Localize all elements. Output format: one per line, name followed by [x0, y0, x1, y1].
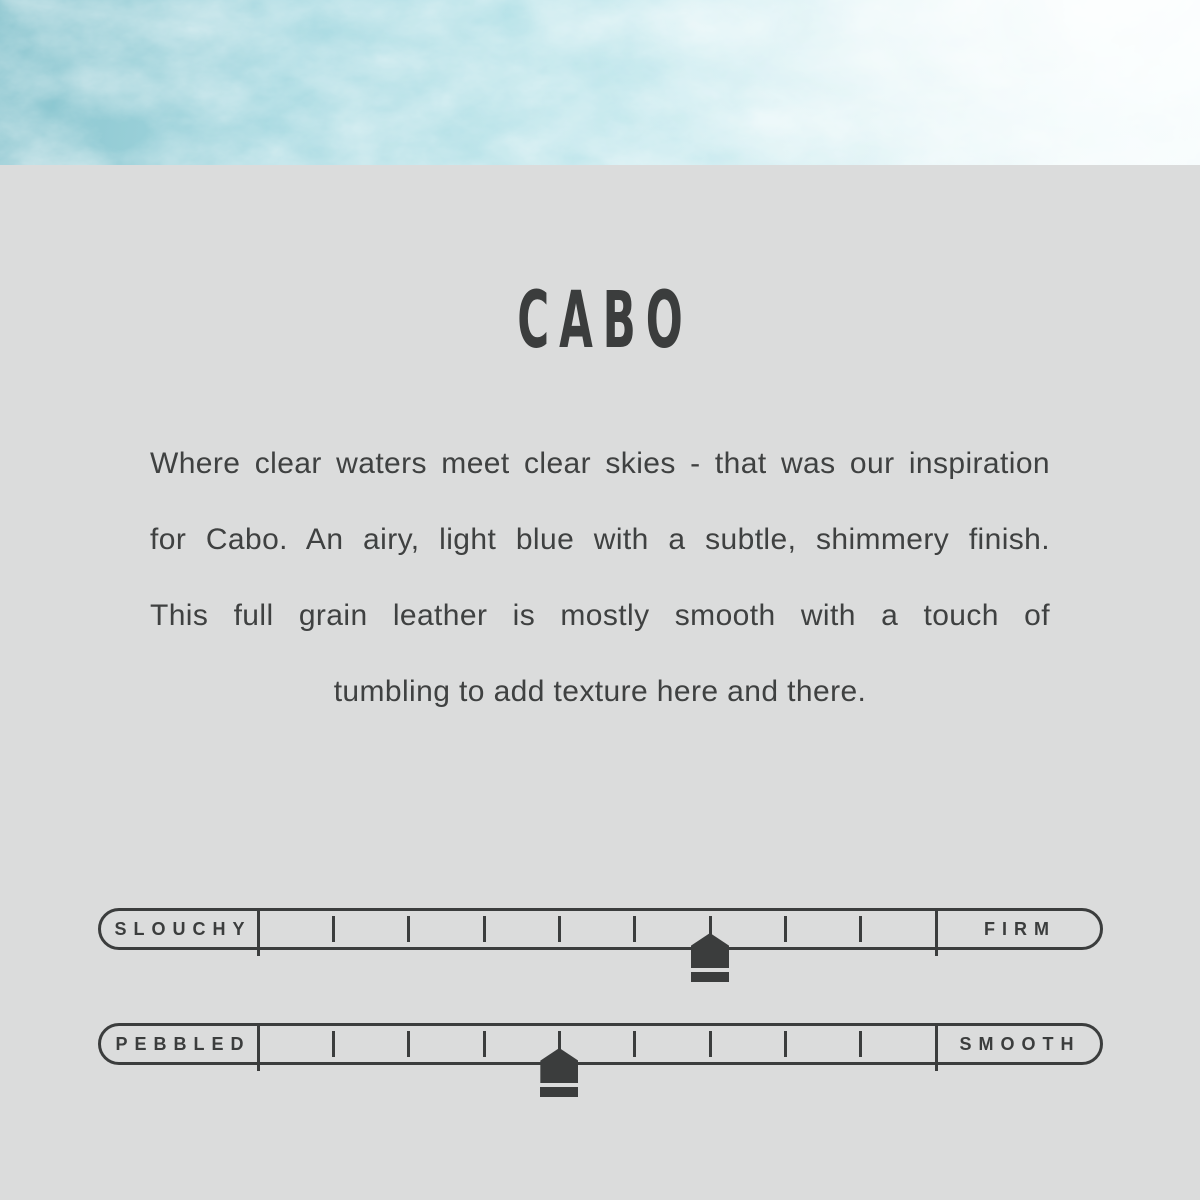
scale-right-label: FIRM: [984, 918, 1056, 939]
leather-texture-image: [0, 0, 1200, 165]
scale-marker-bar: [540, 1087, 578, 1097]
slouchy-firm-scale: [98, 908, 1103, 950]
description-line: Where clear waters meet clear skies - that was our inspiration: [150, 447, 1050, 480]
scale-tick: [633, 1031, 636, 1057]
page-title-text: CABO: [517, 276, 693, 366]
leather-description: [150, 426, 1050, 730]
scale-section-divider: [935, 1023, 938, 1071]
scale-tick: [483, 1031, 486, 1057]
description-line: for Cabo. An airy, light blue with a subtle, shimmery finish.: [150, 523, 1050, 556]
scale-left-label: PEBBLED: [115, 1033, 251, 1054]
page-title: [228, 276, 972, 366]
scale-tick: [407, 1031, 410, 1057]
description-line: This full grain leather is mostly smooth with a touch of: [150, 599, 1050, 632]
scale-tick: [332, 916, 335, 942]
scale-tick: [558, 916, 561, 942]
scale-section-divider: [935, 908, 938, 956]
leather-grain-overlay: [0, 0, 1200, 165]
scale-tick: [859, 1031, 862, 1057]
scale-left-label: SLOUCHY: [114, 918, 252, 939]
scale-right-label: SMOOTH: [959, 1033, 1081, 1054]
scale-tick: [709, 1031, 712, 1057]
pebbled-smooth-scale: [98, 1023, 1103, 1065]
scale-tick: [859, 916, 862, 942]
scale-marker-bar: [691, 972, 729, 982]
scale-tick: [483, 916, 486, 942]
scale-tick: [332, 1031, 335, 1057]
description-line: tumbling to add texture here and there.: [333, 675, 867, 708]
scale-tick: [633, 916, 636, 942]
scale-tick: [407, 916, 410, 942]
scale-section-divider: [257, 1023, 260, 1071]
scale-section-divider: [257, 908, 260, 956]
scale-marker-icon: [691, 933, 729, 968]
scale-tick: [784, 1031, 787, 1057]
scale-tick: [784, 916, 787, 942]
scale-marker-icon: [540, 1048, 578, 1083]
